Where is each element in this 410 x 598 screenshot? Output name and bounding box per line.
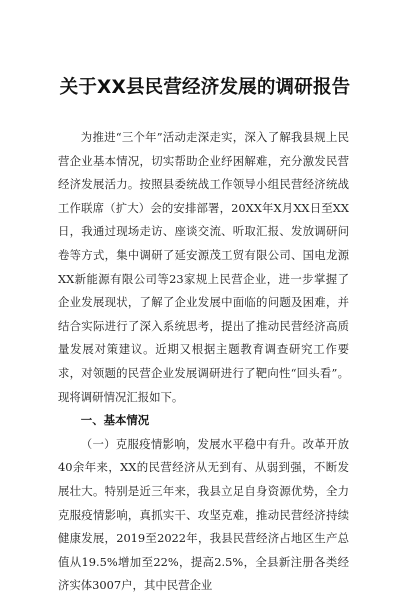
document-body (58, 126, 349, 598)
intro-paragraph: 为推进“三个年”活动走深走实，深入了解我县规上民营企业基本情况，切实帮助企业纾困解难，充分激发民营经济发展活力。按照县委统战工作领导小组民营经济统战工作联席（扩大）会的安排部署，20XX年X月XX日至XX日，我通过现场走访、座谈交流、听取汇报、发放调研问卷等方式，集中调研了延安源茂工贸有限公司、国电龙源XX新能源有限公司等23家规上民营企业，进一步掌握了企业发展现状，了解了企业发展中面临的问题及困难，并结合实际进行了深入系统思考，提出了推动民营经济高质量发展对策建议。近期又根据主题教育调查研究工作要求，对领题的民营企业发展调研进行了靶向性“回头看”。现将调研情况汇报如下。 (58, 130, 349, 404)
document-title: 关于XX县民营经济发展的调研报告 (59, 77, 351, 98)
section-heading-basic-situation: 一、基本情况 (80, 413, 150, 428)
section-paragraph-1: （一）克服疫情影响，发展水平稳中有升。改革开放40余年来，XX的民营经济从无到有、从弱到强，不断发展壮大。特别是近三年来，我县立足自身资源优势，全力克服疫情影响，真抓实干、攻坚克难，推动民营经济持续健康发展，2019至2022年，我县民营经济占地区生产总值从19.5%增加至22%，提高2.5%，全县新注册各类经济实体3007户，其中民营企业 (58, 436, 349, 593)
